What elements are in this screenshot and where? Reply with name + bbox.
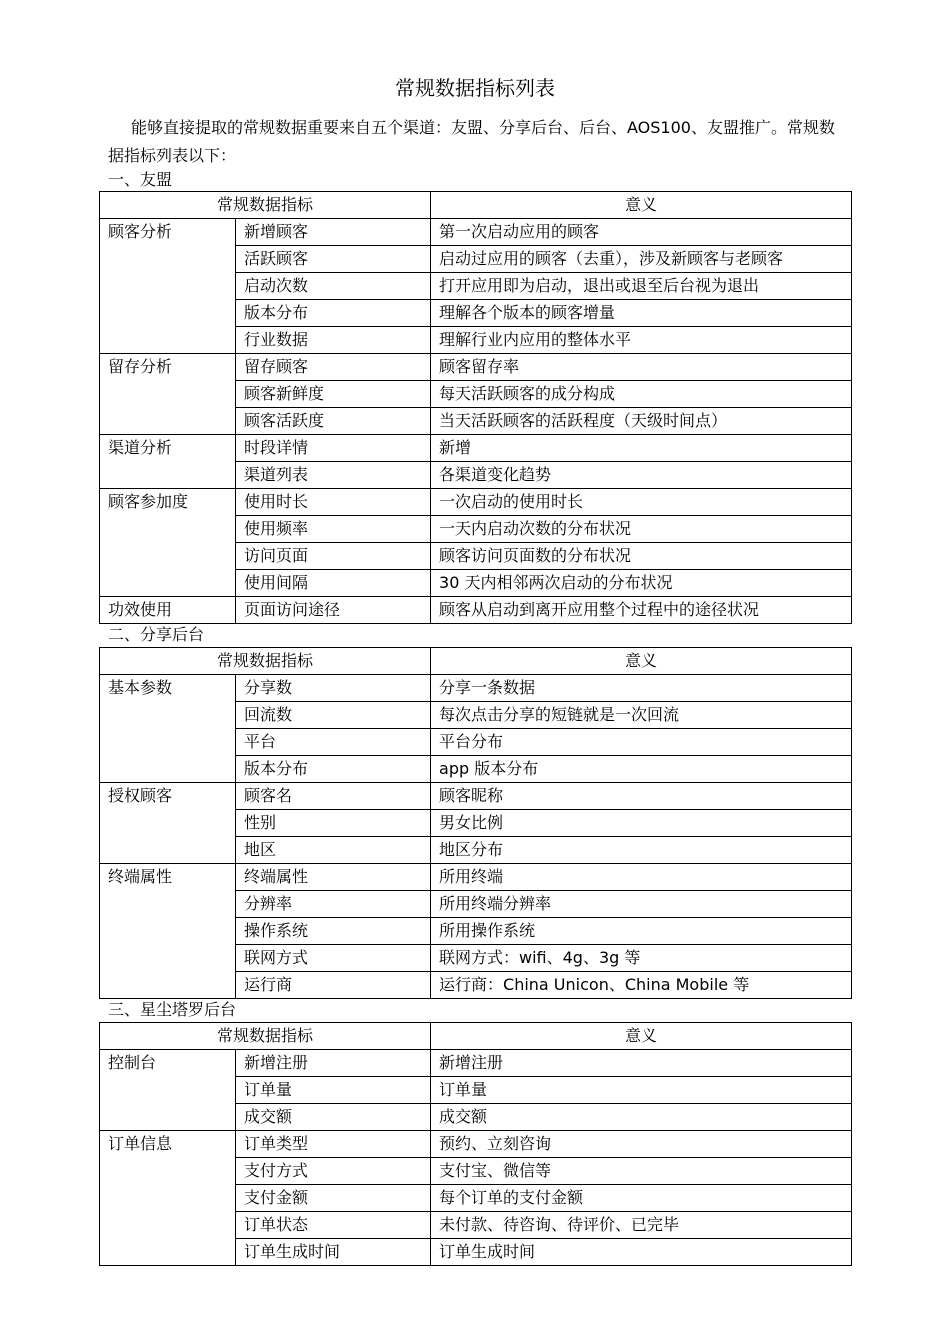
- table-row: [100, 864, 852, 891]
- header-metric: 常规数据指标: [100, 192, 431, 219]
- meaning-cell: 顾客访问页面数的分布状况: [431, 543, 852, 570]
- metric-cell: 联网方式: [236, 945, 431, 972]
- category-cell: 顾客参加度: [100, 489, 236, 597]
- category-cell: 顾客分析: [100, 219, 236, 354]
- section-heading: 二、分享后台: [108, 625, 205, 644]
- metric-cell: 订单量: [236, 1077, 431, 1104]
- metric-cell: 订单类型: [236, 1131, 431, 1158]
- metric-cell: 访问页面: [236, 543, 431, 570]
- table-row: [100, 354, 852, 381]
- meaning-cell: 预约、立刻咨询: [431, 1131, 852, 1158]
- category-cell: 基本参数: [100, 675, 236, 783]
- meaning-cell: 支付宝、微信等: [431, 1158, 852, 1185]
- table-row: [100, 675, 852, 702]
- metric-cell: 渠道列表: [236, 462, 431, 489]
- metric-cell: 行业数据: [236, 327, 431, 354]
- metric-cell: 回流数: [236, 702, 431, 729]
- table-row: [100, 489, 852, 516]
- header-metric: 常规数据指标: [100, 1023, 431, 1050]
- meaning-cell: 每天活跃顾客的成分构成: [431, 381, 852, 408]
- meaning-cell: 地区分布: [431, 837, 852, 864]
- meaning-cell: 顾客从启动到离开应用整个过程中的途径状况: [431, 597, 852, 624]
- table-header-row: [100, 1023, 852, 1050]
- meaning-cell: 每个订单的支付金额: [431, 1185, 852, 1212]
- metric-cell: 新增顾客: [236, 219, 431, 246]
- table-row: [100, 1050, 852, 1077]
- meaning-cell: 第一次启动应用的顾客: [431, 219, 852, 246]
- meaning-cell: 各渠道变化趋势: [431, 462, 852, 489]
- metric-cell: 分辨率: [236, 891, 431, 918]
- meaning-cell: 订单生成时间: [431, 1239, 852, 1266]
- metric-cell: 订单生成时间: [236, 1239, 431, 1266]
- meaning-cell: 新增: [431, 435, 852, 462]
- metrics-table: [99, 647, 852, 999]
- table-header-row: [100, 192, 852, 219]
- metric-cell: 新增注册: [236, 1050, 431, 1077]
- meaning-cell: 运行商：China Unicon、China Mobile 等: [431, 972, 852, 999]
- meaning-cell: 一天内启动次数的分布状况: [431, 516, 852, 543]
- meaning-cell: app 版本分布: [431, 756, 852, 783]
- table-row: [100, 783, 852, 810]
- meaning-cell: 成交额: [431, 1104, 852, 1131]
- table-row: [100, 597, 852, 624]
- metric-cell: 分享数: [236, 675, 431, 702]
- metric-cell: 支付金额: [236, 1185, 431, 1212]
- meaning-cell: 顾客留存率: [431, 354, 852, 381]
- metric-cell: 性别: [236, 810, 431, 837]
- metric-cell: 版本分布: [236, 300, 431, 327]
- metric-cell: 活跃顾客: [236, 246, 431, 273]
- metric-cell: 留存顾客: [236, 354, 431, 381]
- metric-cell: 使用时长: [236, 489, 431, 516]
- table-header-row: [100, 648, 852, 675]
- metric-cell: 页面访问途径: [236, 597, 431, 624]
- metric-cell: 顾客活跃度: [236, 408, 431, 435]
- category-cell: 渠道分析: [100, 435, 236, 489]
- page-title: 常规数据指标列表: [395, 76, 555, 100]
- meaning-cell: 每次点击分享的短链就是一次回流: [431, 702, 852, 729]
- intro-paragraph: 能够直接提取的常规数据重要来自五个渠道：友盟、分享后台、后台、AOS100、友盟推广。常规数据指标列表以下：: [108, 118, 835, 165]
- metric-cell: 版本分布: [236, 756, 431, 783]
- metric-cell: 运行商: [236, 972, 431, 999]
- metric-cell: 时段详情: [236, 435, 431, 462]
- meaning-cell: 启动过应用的顾客（去重），涉及新顾客与老顾客: [431, 246, 852, 273]
- meaning-cell: 所用终端: [431, 864, 852, 891]
- category-cell: 留存分析: [100, 354, 236, 435]
- meaning-cell: 所用终端分辨率: [431, 891, 852, 918]
- table-row: [100, 219, 852, 246]
- metric-cell: 成交额: [236, 1104, 431, 1131]
- section-heading: 三、星尘塔罗后台: [108, 1000, 237, 1019]
- meaning-cell: 平台分布: [431, 729, 852, 756]
- metrics-table: [99, 1022, 852, 1266]
- metric-cell: 使用间隔: [236, 570, 431, 597]
- category-cell: 终端属性: [100, 864, 236, 999]
- meaning-cell: 30 天内相邻两次启动的分布状况: [431, 570, 852, 597]
- metric-cell: 使用频率: [236, 516, 431, 543]
- header-meaning: 意义: [431, 1023, 852, 1050]
- metric-cell: 地区: [236, 837, 431, 864]
- metric-cell: 订单状态: [236, 1212, 431, 1239]
- meaning-cell: 打开应用即为启动，退出或退至后台视为退出: [431, 273, 852, 300]
- metrics-table: [99, 191, 852, 624]
- table-row: [100, 1131, 852, 1158]
- meaning-cell: 联网方式：wifi、4g、3g 等: [431, 945, 852, 972]
- meaning-cell: 顾客昵称: [431, 783, 852, 810]
- metric-cell: 启动次数: [236, 273, 431, 300]
- meaning-cell: 理解各个版本的顾客增量: [431, 300, 852, 327]
- meaning-cell: 理解行业内应用的整体水平: [431, 327, 852, 354]
- metric-cell: 终端属性: [236, 864, 431, 891]
- meaning-cell: 男女比例: [431, 810, 852, 837]
- meaning-cell: 所用操作系统: [431, 918, 852, 945]
- section-heading: 一、友盟: [108, 170, 173, 189]
- meaning-cell: 当天活跃顾客的活跃程度（天级时间点）: [431, 408, 852, 435]
- category-cell: 授权顾客: [100, 783, 236, 864]
- table-row: [100, 435, 852, 462]
- category-cell: 功效使用: [100, 597, 236, 624]
- metric-cell: 顾客新鲜度: [236, 381, 431, 408]
- category-cell: 订单信息: [100, 1131, 236, 1266]
- metric-cell: 顾客名: [236, 783, 431, 810]
- meaning-cell: 未付款、待咨询、待评价、已完毕: [431, 1212, 852, 1239]
- metric-cell: 操作系统: [236, 918, 431, 945]
- meaning-cell: 新增注册: [431, 1050, 852, 1077]
- header-meaning: 意义: [431, 192, 852, 219]
- category-cell: 控制台: [100, 1050, 236, 1131]
- header-meaning: 意义: [431, 648, 852, 675]
- meaning-cell: 订单量: [431, 1077, 852, 1104]
- meaning-cell: 一次启动的使用时长: [431, 489, 852, 516]
- header-metric: 常规数据指标: [100, 648, 431, 675]
- meaning-cell: 分享一条数据: [431, 675, 852, 702]
- metric-cell: 平台: [236, 729, 431, 756]
- metric-cell: 支付方式: [236, 1158, 431, 1185]
